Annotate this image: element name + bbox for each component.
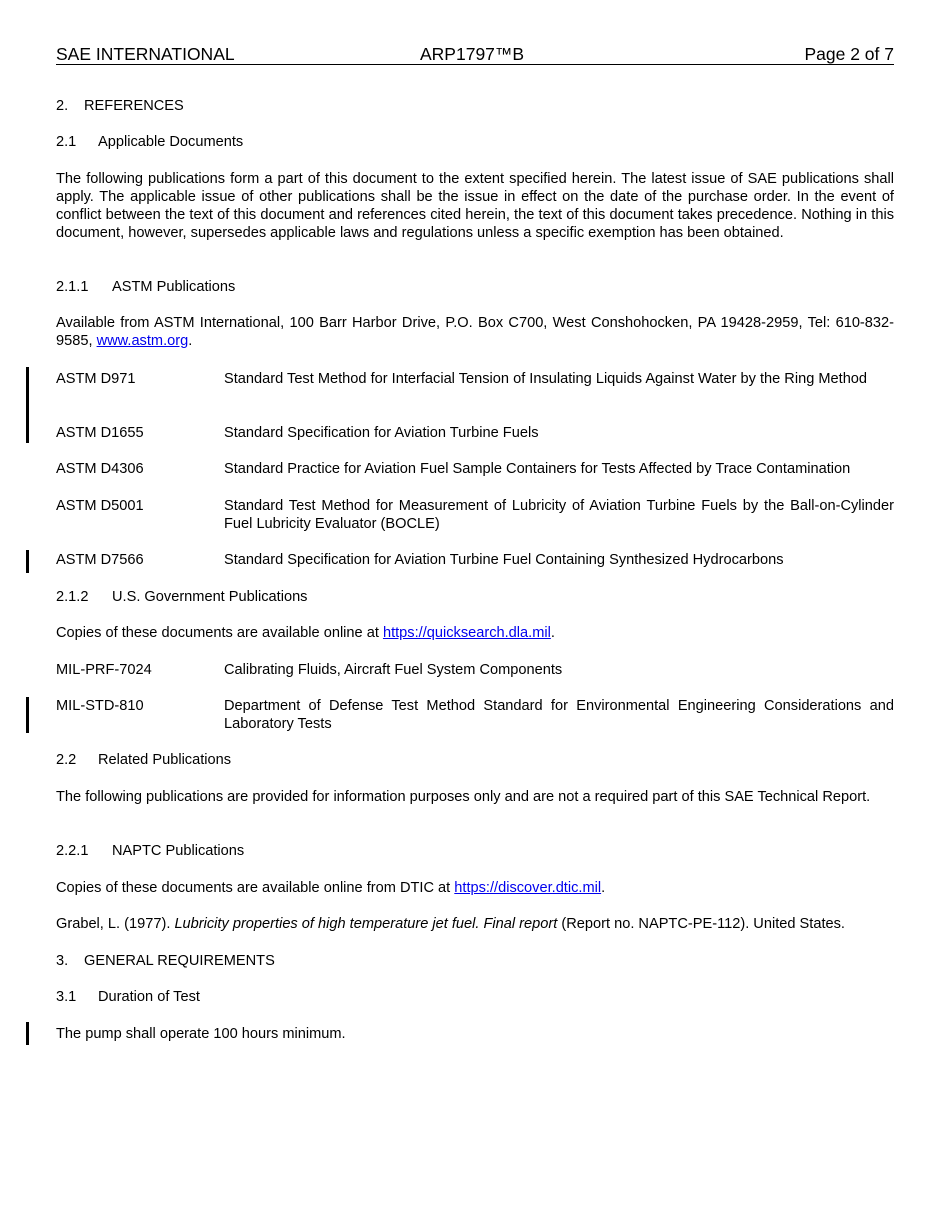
reference-astm-d4306 [56, 460, 894, 478]
reference-mil-prf-7024 [56, 661, 894, 679]
reference-code: MIL-STD-810 [56, 698, 144, 714]
section-2-1-heading: 2.1 Applicable Documents [56, 134, 244, 150]
change-bar [26, 1022, 29, 1045]
quicksearch-link[interactable]: https://quicksearch.dla.mil [382, 625, 551, 641]
header-org: SAE INTERNATIONAL [56, 44, 235, 64]
change-bar [26, 367, 29, 443]
reference-description: Standard Test Method for Interfacial Tension of Insulating Liquids Against Water by the Ring Method [224, 371, 868, 387]
dtic-availability-paragraph: Copies of these documents are available online from DTIC at https://discover.dtic.mil. [56, 880, 606, 896]
reference-code: ASTM D971 [56, 371, 136, 387]
section-2-1-paragraph: The following publications form a part of this document to the extent specified herein. The latest issue of SAE publications shall apply. The applicable issue of other publications shall be the issue in effect on the date of the purchase order. In the event of conflict between the text of this document and references cited herein, the text of this document takes precedence. Nothing in this document, however, supersedes applicable laws and regulations unless a specific exemption has been obtained. [56, 171, 894, 241]
change-bar [26, 697, 29, 733]
section-3-1-paragraph: The pump shall operate 100 hours minimum. [56, 1026, 346, 1042]
citation-title: Lubricity properties of high temperature jet fuel. Final report [174, 916, 558, 932]
section-2-heading: 2. REFERENCES [56, 98, 184, 114]
reference-code: ASTM D1655 [56, 425, 144, 441]
section-2-1-1-heading: 2.1.1 ASTM Publications [56, 279, 236, 295]
reference-code: ASTM D5001 [56, 498, 144, 514]
reference-astm-d1655 [56, 424, 894, 442]
reference-description: Calibrating Fluids, Aircraft Fuel System Components [224, 662, 563, 678]
header-doc-id: ARP1797™B [420, 44, 525, 64]
change-bar [26, 550, 29, 573]
reference-description: Standard Specification for Aviation Turbine Fuels [224, 425, 539, 441]
section-2-2-1-heading: 2.2.1 NAPTC Publications [56, 843, 245, 859]
section-3-1-heading: 3.1 Duration of Test [56, 989, 200, 1005]
reference-description: Standard Test Method for Measurement of Lubricity of Aviation Turbine Fuels by the Ball-on-Cylinder Fuel Lubricity Evaluator (BOCLE) [224, 498, 894, 532]
reference-code: MIL-PRF-7024 [56, 662, 152, 678]
section-3-heading: 3. GENERAL REQUIREMENTS [56, 953, 275, 969]
reference-code: ASTM D4306 [56, 461, 144, 477]
reference-code: ASTM D7566 [56, 552, 144, 568]
reference-astm-d5001 [56, 497, 894, 533]
reference-description: Standard Specification for Aviation Turbine Fuel Containing Synthesized Hydrocarbons [224, 552, 784, 568]
header-page-number: Page 2 of 7 [804, 44, 894, 64]
page-header [56, 44, 894, 65]
reference-astm-d971 [56, 370, 894, 406]
reference-mil-std-810 [56, 697, 894, 733]
section-2-2-paragraph: The following publications are provided for information purposes only and are not a required part of this SAE Technical Report. [56, 789, 871, 805]
reference-description: Standard Practice for Aviation Fuel Sample Containers for Tests Affected by Trace Contamination [224, 461, 851, 477]
reference-description: Department of Defense Test Method Standard for Environmental Engineering Considerations and Laboratory Tests [224, 698, 894, 732]
section-2-1-2-heading: 2.1.2 U.S. Government Publications [56, 589, 308, 605]
astm-website-link[interactable]: www.astm.org [96, 333, 189, 349]
astm-availability-paragraph: Available from ASTM International, 100 Barr Harbor Drive, P.O. Box C700, West Conshohocken, PA 19428-2959, Tel: 610-832-9585, www.astm.org. [56, 315, 894, 349]
section-2-2-heading: 2.2 Related Publications [56, 752, 232, 768]
reference-astm-d7566 [56, 551, 894, 569]
naptc-citation: Grabel, L. (1977). Lubricity properties of high temperature jet fuel. Final report (Report no. NAPTC-PE-112). United States. [56, 916, 845, 932]
gov-availability-paragraph: Copies of these documents are available online at https://quicksearch.dla.mil. [56, 625, 555, 641]
dtic-link[interactable]: https://discover.dtic.mil [454, 880, 602, 896]
